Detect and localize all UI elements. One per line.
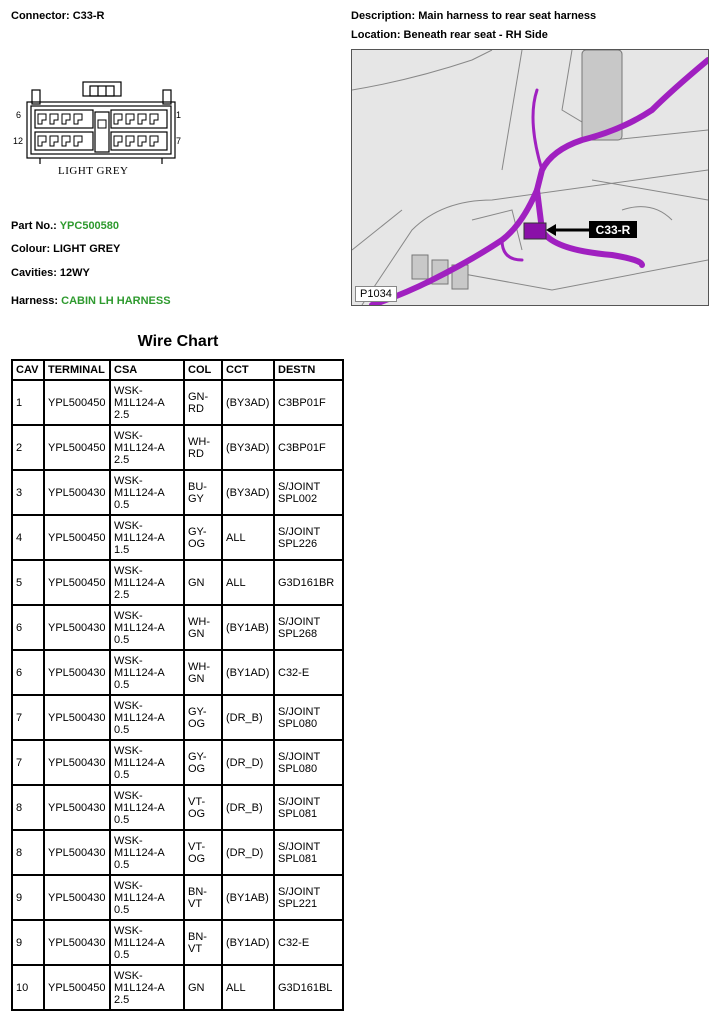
photo-callout-label: C33-R bbox=[595, 223, 631, 237]
header-cav: CAV bbox=[12, 360, 44, 380]
cell-destn: S/JOINT SPL221 bbox=[274, 875, 343, 920]
cell-cav: 7 bbox=[12, 695, 44, 740]
table-row bbox=[12, 965, 343, 1010]
cell-cct: (BY3AD) bbox=[222, 470, 274, 515]
wire-chart-table bbox=[11, 359, 344, 1011]
part-number-value[interactable]: YPC500580 bbox=[59, 220, 120, 232]
cell-csa: WSK-M1L124-A 0.5 bbox=[110, 650, 184, 695]
table-row bbox=[12, 785, 343, 830]
cell-terminal: YPL500430 bbox=[44, 695, 110, 740]
cell-col: GN-RD bbox=[184, 380, 222, 425]
table-row bbox=[12, 650, 343, 695]
cell-cct: (BY1AB) bbox=[222, 875, 274, 920]
table-row bbox=[12, 380, 343, 425]
pin-label-bottom-left: 12 bbox=[13, 136, 24, 146]
cell-csa: WSK-M1L124-A 0.5 bbox=[110, 875, 184, 920]
cavities-text: Cavities: 12WY bbox=[11, 267, 90, 279]
cell-col: VT-OG bbox=[184, 830, 222, 875]
vehicle-interior-drawing bbox=[352, 50, 708, 305]
table-row bbox=[12, 425, 343, 470]
cell-cav: 9 bbox=[12, 875, 44, 920]
cell-terminal: YPL500430 bbox=[44, 605, 110, 650]
cell-terminal: YPL500450 bbox=[44, 560, 110, 605]
location-text: Location: Beneath rear seat - RH Side bbox=[351, 29, 548, 41]
cell-cct: (DR_B) bbox=[222, 695, 274, 740]
table-row bbox=[12, 875, 343, 920]
wire-chart-title: Wire Chart bbox=[137, 333, 219, 350]
cell-destn: G3D161BR bbox=[274, 560, 343, 605]
cell-cav: 6 bbox=[12, 605, 44, 650]
cell-terminal: YPL500430 bbox=[44, 875, 110, 920]
cell-cct: ALL bbox=[222, 560, 274, 605]
header-terminal: TERMINAL bbox=[44, 360, 110, 380]
cell-cct: (BY3AD) bbox=[222, 380, 274, 425]
cell-destn: S/JOINT SPL081 bbox=[274, 830, 343, 875]
cell-terminal: YPL500450 bbox=[44, 965, 110, 1010]
cell-cct: (BY1AD) bbox=[222, 650, 274, 695]
cell-destn: C32-E bbox=[274, 650, 343, 695]
cell-col: WH-GN bbox=[184, 605, 222, 650]
header-csa: CSA bbox=[110, 360, 184, 380]
cell-col: WH-GN bbox=[184, 650, 222, 695]
cell-cct: ALL bbox=[222, 965, 274, 1010]
location-photo bbox=[351, 49, 709, 306]
cell-cav: 6 bbox=[12, 650, 44, 695]
cell-terminal: YPL500450 bbox=[44, 515, 110, 560]
cell-cct: (BY1AB) bbox=[222, 605, 274, 650]
wire-chart-body bbox=[12, 380, 343, 1010]
connector-face-diagram bbox=[10, 76, 190, 186]
cell-destn: S/JOINT SPL080 bbox=[274, 740, 343, 785]
pin-label-top-right: 1 bbox=[176, 110, 182, 120]
cell-col: VT-OG bbox=[184, 785, 222, 830]
connector-title: Connector: C33-R bbox=[11, 10, 105, 22]
cell-csa: WSK-M1L124-A 0.5 bbox=[110, 830, 184, 875]
cell-cct: (BY1AD) bbox=[222, 920, 274, 965]
connector-color-label: LIGHT GREY bbox=[58, 165, 129, 177]
cell-cav: 3 bbox=[12, 470, 44, 515]
cell-csa: WSK-M1L124-A 2.5 bbox=[110, 425, 184, 470]
cell-csa: WSK-M1L124-A 2.5 bbox=[110, 560, 184, 605]
cell-csa: WSK-M1L124-A 0.5 bbox=[110, 470, 184, 515]
harness-value[interactable]: CABIN LH HARNESS bbox=[61, 295, 171, 307]
cell-col: GN bbox=[184, 560, 222, 605]
cell-destn: S/JOINT SPL226 bbox=[274, 515, 343, 560]
cell-csa: WSK-M1L124-A 0.5 bbox=[110, 695, 184, 740]
cell-cct: (DR_B) bbox=[222, 785, 274, 830]
table-row bbox=[12, 560, 343, 605]
cell-destn: S/JOINT SPL081 bbox=[274, 785, 343, 830]
cell-col: BN-VT bbox=[184, 920, 222, 965]
harness-label: Harness: bbox=[11, 295, 59, 307]
cell-cav: 1 bbox=[12, 380, 44, 425]
cell-cav: 8 bbox=[12, 785, 44, 830]
cell-destn: C3BP01F bbox=[274, 425, 343, 470]
cell-destn: S/JOINT SPL268 bbox=[274, 605, 343, 650]
colour-text: Colour: LIGHT GREY bbox=[11, 243, 121, 255]
header-col: COL bbox=[184, 360, 222, 380]
cell-destn: G3D161BL bbox=[274, 965, 343, 1010]
cell-col: GN bbox=[184, 965, 222, 1010]
cell-col: BN-VT bbox=[184, 875, 222, 920]
cell-col: GY-OG bbox=[184, 740, 222, 785]
cell-col: GY-OG bbox=[184, 695, 222, 740]
cell-cav: 5 bbox=[12, 560, 44, 605]
cell-cct: (DR_D) bbox=[222, 740, 274, 785]
cell-col: BU-GY bbox=[184, 470, 222, 515]
cell-terminal: YPL500430 bbox=[44, 920, 110, 965]
photo-code: P1034 bbox=[355, 286, 397, 302]
cell-destn: C32-E bbox=[274, 920, 343, 965]
part-number bbox=[11, 220, 119, 232]
description-text: Description: Main harness to rear seat harness bbox=[351, 10, 597, 22]
header-cct: CCT bbox=[222, 360, 274, 380]
cell-terminal: YPL500450 bbox=[44, 380, 110, 425]
cell-terminal: YPL500430 bbox=[44, 740, 110, 785]
pin-label-bottom-right: 7 bbox=[176, 136, 182, 146]
header-destn: DESTN bbox=[274, 360, 343, 380]
cell-csa: WSK-M1L124-A 1.5 bbox=[110, 515, 184, 560]
cell-csa: WSK-M1L124-A 2.5 bbox=[110, 965, 184, 1010]
cell-terminal: YPL500430 bbox=[44, 830, 110, 875]
cell-cav: 9 bbox=[12, 920, 44, 965]
cell-cct: (DR_D) bbox=[222, 830, 274, 875]
cell-cav: 2 bbox=[12, 425, 44, 470]
cell-cav: 7 bbox=[12, 740, 44, 785]
cell-csa: WSK-M1L124-A 0.5 bbox=[110, 785, 184, 830]
cell-cav: 10 bbox=[12, 965, 44, 1010]
cell-terminal: YPL500430 bbox=[44, 785, 110, 830]
cell-cct: (BY3AD) bbox=[222, 425, 274, 470]
cell-terminal: YPL500430 bbox=[44, 650, 110, 695]
table-row bbox=[12, 695, 343, 740]
cell-terminal: YPL500450 bbox=[44, 425, 110, 470]
table-row bbox=[12, 470, 343, 515]
cell-destn: S/JOINT SPL080 bbox=[274, 695, 343, 740]
cell-csa: WSK-M1L124-A 0.5 bbox=[110, 740, 184, 785]
table-row bbox=[12, 515, 343, 560]
cell-cav: 4 bbox=[12, 515, 44, 560]
c33-connector-shape bbox=[524, 223, 546, 239]
cell-cav: 8 bbox=[12, 830, 44, 875]
table-row bbox=[12, 830, 343, 875]
cell-col: GY-OG bbox=[184, 515, 222, 560]
cell-csa: WSK-M1L124-A 0.5 bbox=[110, 920, 184, 965]
table-row bbox=[12, 740, 343, 785]
cell-cct: ALL bbox=[222, 515, 274, 560]
table-row bbox=[12, 605, 343, 650]
cell-destn: C3BP01F bbox=[274, 380, 343, 425]
cell-csa: WSK-M1L124-A 2.5 bbox=[110, 380, 184, 425]
harness bbox=[11, 295, 171, 307]
wire-chart-header-row bbox=[12, 360, 343, 380]
table-row bbox=[12, 920, 343, 965]
cell-csa: WSK-M1L124-A 0.5 bbox=[110, 605, 184, 650]
cell-destn: S/JOINT SPL002 bbox=[274, 470, 343, 515]
pin-label-top-left: 6 bbox=[16, 110, 22, 120]
cell-col: WH-RD bbox=[184, 425, 222, 470]
part-number-label: Part No.: bbox=[11, 220, 57, 232]
cell-terminal: YPL500430 bbox=[44, 470, 110, 515]
